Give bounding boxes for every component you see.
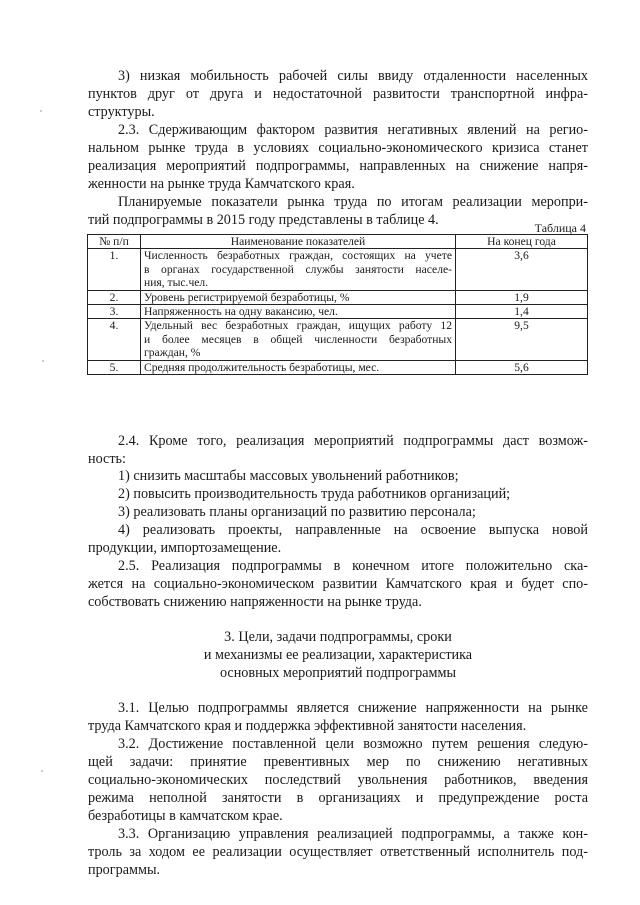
row-number: 3. [88,305,141,319]
indicator-name-line: Удельный вес безработных граждан, ищущих работу 12 [144,319,452,333]
table-caption: Таблица 4 [534,221,586,235]
header-number: № п/п [88,235,141,249]
indicator-value: 1,9 [456,290,588,304]
paragraph-line: режима неполной занятости в организациях и предупреждение роста [88,790,588,806]
list-item: 3) реализовать планы организаций по развитию персонала; [118,504,476,520]
paragraph-line: безработицы в камчатском крае. [88,808,283,824]
paragraph-line: ность: [88,451,126,467]
indicator-name [141,305,456,319]
table-row [88,305,588,319]
scan-speck [41,770,43,772]
indicators-table [87,234,588,375]
paragraph-line: 2.4. Кроме того, реализация мероприятий подпрограммы даст возмож- [118,433,588,449]
indicator-name [141,319,456,360]
indicator-name-line: Уровень регистрируемой безработицы, % [144,290,350,304]
header-indicator-name: Наименование показателей [141,235,456,249]
table-row [88,249,588,290]
table-header-row [88,235,588,249]
table-row [88,290,588,304]
table-row [88,319,588,360]
section-heading-line: 3. Цели, задачи подпрограммы, сроки [224,629,452,645]
section-heading-line: и механизмы ее реализации, характеристика [203,647,473,663]
scan-speck [42,360,44,362]
paragraph-line: 3.2. Достижение поставленной цели возможно путем решения следую- [118,736,588,752]
paragraph-line: труда Камчатского края и поддержка эффективной занятости населения. [88,718,527,734]
paragraph-line: 2.5. Реализация подпрограммы в конечном итоге положительно ска- [118,558,588,574]
paragraph-line: 3) низкая мобильность рабочей силы ввиду отдаленности населенных [118,68,588,84]
indicator-name-line: граждан, % [144,346,201,360]
row-number: 1. [88,249,141,290]
list-item: 1) снизить масштабы массовых увольнений работников; [118,468,459,484]
indicator-value: 3,6 [456,249,588,290]
paragraph-line: реализация мероприятий подпрограммы, направленных на снижение напря- [88,158,588,174]
paragraph-line: собствовать снижению напряженности на рынке труда. [88,594,422,610]
paragraph-line: структуры. [88,104,155,120]
section-heading-line: основных мероприятий подпрограммы [219,665,457,681]
paragraph-line: нальном рынке труда в условиях социально-экономического кризиса станет [88,140,588,156]
scan-speck [40,110,42,112]
paragraph-line: пунктов друг от друга и недостаточной развитости транспортной инфра- [88,86,588,102]
indicator-value: 5,6 [456,360,588,374]
list-item: 2) повысить производительность труда работников организаций; [118,486,511,502]
table-row [88,360,588,374]
paragraph-line: щей задачи: принятие превентивных мер по снижению негативных [88,754,588,770]
indicator-name-line: Средняя продолжительность безработицы, мес. [144,360,380,374]
header-end-of-year: На конец года [456,235,588,249]
indicator-name [141,360,456,374]
paragraph-line: женности на рынке труда Камчатского края. [88,176,355,192]
paragraph-line: Планируемые показатели рынка труда по итогам реализации меропри- [118,194,588,210]
indicator-value: 9,5 [456,319,588,360]
indicator-name-line: ния, тыс.чел. [144,276,209,290]
indicator-name-line: Численность безработных граждан, состоящих на учете [144,249,452,263]
indicator-name-line: и более месяцев в общей численности безработных [144,332,452,346]
indicator-name-line: в органах государственной службы занятости населе- [144,262,452,276]
paragraph-line: социально-экономических последствий увольнения работников, введения [88,772,588,788]
paragraph-line: программы. [88,862,161,878]
row-number: 2. [88,290,141,304]
list-item-continuation: продукции, импортозамещение. [88,540,282,556]
paragraph-line: 2.3. Сдерживающим фактором развития негативных явлений на регио- [118,122,588,138]
list-item: 4) реализовать проекты, направленные на освоение выпуска новой [118,522,588,538]
paragraph-line: троль за ходом ее реализации осуществляет ответственный исполнитель под- [88,844,588,860]
indicator-value: 1,4 [456,305,588,319]
paragraph-line: 3.1. Целью подпрограммы является снижение напряженности на рынке [118,700,588,716]
row-number: 4. [88,319,141,360]
paragraph-line: жется на социально-экономическом развитии Камчатского края и будет спо- [88,576,588,592]
indicator-name [141,249,456,290]
row-number: 5. [88,360,141,374]
paragraph-line: тий подпрограммы в 2015 году представлены в таблице 4. [88,212,439,228]
paragraph-line: 3.3. Организацию управления реализацией подпрограммы, а также кон- [118,826,588,842]
indicator-name-line: Напряженность на одну вакансию, чел. [144,305,338,319]
indicator-name [141,290,456,304]
